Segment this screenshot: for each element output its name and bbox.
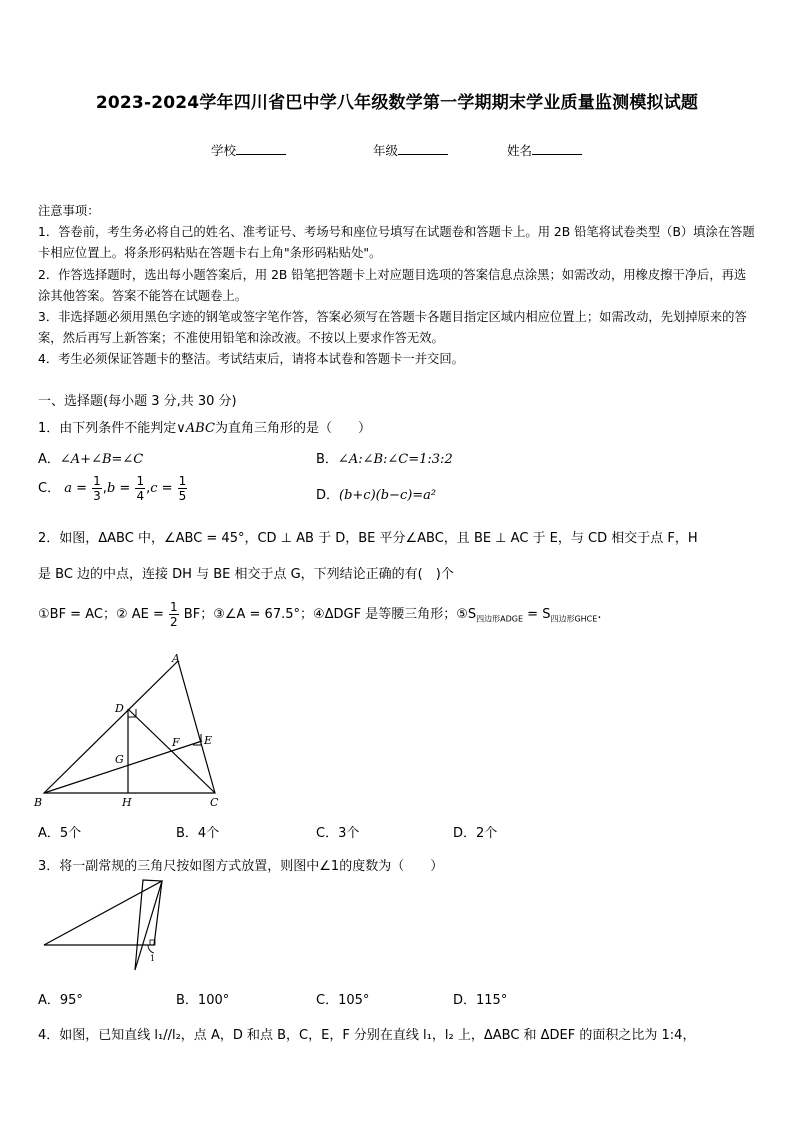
q1-option-d[interactable]: [316, 484, 436, 503]
fraction: [92, 474, 102, 503]
grade-field: [373, 141, 448, 159]
q4-stem: 4．如图，已知直线 l₁//l₂，点 A，D 和点 B，C，E，F 分别在直线 l₁，l₂ 上，ΔABC 和 ΔDEF 的面积之比为 1:4，: [38, 1028, 696, 1043]
q2-option-b[interactable]: B．4个: [176, 826, 220, 841]
q2-stem-line1: 2．如图，ΔABC 中，∠ABC = 45°，CD ⊥ AB 于 D，BE 平分∠ABC，且 BE ⊥ AC 于 E，与 CD 相交于点 F，H: [38, 531, 698, 546]
option-text: ∠A:∠B:∠C=1:3:2: [337, 452, 453, 467]
name-blank: [532, 142, 582, 155]
option-label: B．: [316, 452, 338, 467]
subscript: 四边形ADGE: [476, 614, 524, 624]
option-label: A．: [38, 452, 60, 467]
q1-option-c[interactable]: C． a = $\frac{1}{3}$ ,b = $\frac{1}{4}$ ,c = $\frac{1}{5}$: [38, 474, 187, 503]
label-F: F: [172, 736, 180, 749]
q3-option-a[interactable]: A．95°: [38, 993, 83, 1008]
label-B: B: [34, 796, 43, 809]
note-item: 2．作答选择题时，选出每小题答案后，用 2B 铅笔把答题卡上对应题目选项的答案信息点涂黑；如需改动，用橡皮擦干净后，再选涂其他答案。答案不能答在试题卷上。: [38, 267, 747, 303]
q2-triangle-figure: [30, 648, 240, 816]
option-label: C．: [38, 481, 61, 496]
angle-1-label: 1: [150, 954, 156, 963]
label-G: G: [115, 753, 124, 766]
fraction: [135, 474, 145, 503]
school-label: 学校: [211, 143, 237, 158]
numerator: 1: [136, 474, 145, 488]
q2-stem-line2: 是 BC 边的中点，连接 DH 与 BE 相交于点 G，下列结论正确的有( )个: [38, 567, 454, 582]
q2-option-d[interactable]: D．2个: [453, 826, 498, 841]
page-title: 2023-2024学年四川省巴中学八年级数学第一学期期末学业质量监测模拟试题: [95, 93, 699, 113]
grade-label: 年级: [373, 143, 399, 158]
q2-option-c[interactable]: C．3个: [316, 826, 360, 841]
conclusion-text: BF；③∠A = 67.5°；④ΔDGF 是等腰三角形；⑤S: [183, 607, 477, 622]
school-blank: [236, 142, 286, 155]
q3-option-b[interactable]: B．100°: [176, 993, 230, 1008]
notes-heading: 注意事项：: [38, 204, 100, 218]
label-C: C: [210, 796, 219, 809]
denominator: 3: [93, 489, 101, 503]
label-A: A: [172, 652, 180, 665]
option-text: ∠A+∠B=∠C: [59, 452, 144, 467]
conclusion-text: = S: [523, 607, 551, 622]
var-b: b: [106, 481, 116, 496]
q3-stem: 3．将一副常规的三角尺按如图方式放置，则图中∠1的度数为（ ）: [38, 859, 444, 874]
conclusion-text: ①BF = AC；② AE =: [38, 607, 164, 622]
q1-option-b[interactable]: [316, 448, 453, 467]
q3-option-d[interactable]: D．115°: [453, 993, 508, 1008]
denominator: 4: [136, 489, 145, 503]
label-E: E: [204, 734, 213, 747]
numerator: 1: [178, 474, 187, 488]
q1-triangle: ∨ABC: [176, 421, 215, 436]
q3-set-square-figure: [38, 875, 178, 975]
option-label: D．: [316, 488, 340, 503]
name-field: [507, 141, 582, 159]
grade-blank: [398, 142, 448, 155]
q1-stem-text: 1．由下列条件不能判定: [38, 421, 177, 436]
q2-option-a[interactable]: A．5个: [38, 826, 82, 841]
denominator: 2: [170, 615, 178, 629]
numerator: 1: [93, 474, 101, 488]
label-H: H: [122, 796, 132, 809]
section-heading: 一、选择题(每小题 3 分,共 30 分): [38, 394, 237, 409]
note-item: 3．非选择题必须用黑色字迹的钢笔或签字笔作答，答案必须写在答题卡各题目指定区域内相应位置上；如需改动，先划掉原来的答案，然后再写上新答案；不准使用铅笔和涂改液。不按以上要求作答无效。: [38, 310, 747, 346]
note-item: 4．考生必须保证答题卡的整洁。考试结束后，请将本试卷和答题卡一并交回。: [38, 352, 464, 367]
q2-conclusions: [38, 600, 601, 629]
fraction: [169, 600, 179, 629]
name-label: 姓名: [507, 143, 533, 158]
numerator: 1: [170, 600, 178, 614]
q3-option-c[interactable]: C．105°: [316, 993, 370, 1008]
conclusion-text: .: [597, 607, 602, 622]
subscript: 四边形GHCE: [550, 614, 598, 624]
denominator: 5: [178, 489, 187, 503]
notes-block: [38, 201, 758, 371]
option-text: (b+c)(b−c)=a²: [339, 488, 437, 503]
q1-stem-text-end: 为直角三角形的是（ ）: [214, 421, 371, 436]
note-item: 1．答卷前，考生务必将自己的姓名、准考证号、考场号和座位号填写在试题卷和答题卡上。用 2B 铅笔将试卷类型（B）填涂在答题卡相应位置上。将条形码粘贴在答题卡右上角"条形码粘贴处"。: [38, 225, 755, 261]
q1-option-a[interactable]: [38, 448, 143, 467]
school-field: [211, 141, 286, 159]
var-a: a: [64, 481, 72, 496]
label-D: D: [115, 702, 124, 715]
fraction: [178, 474, 188, 503]
var-c: c: [150, 481, 158, 496]
q1-stem: [38, 417, 371, 436]
